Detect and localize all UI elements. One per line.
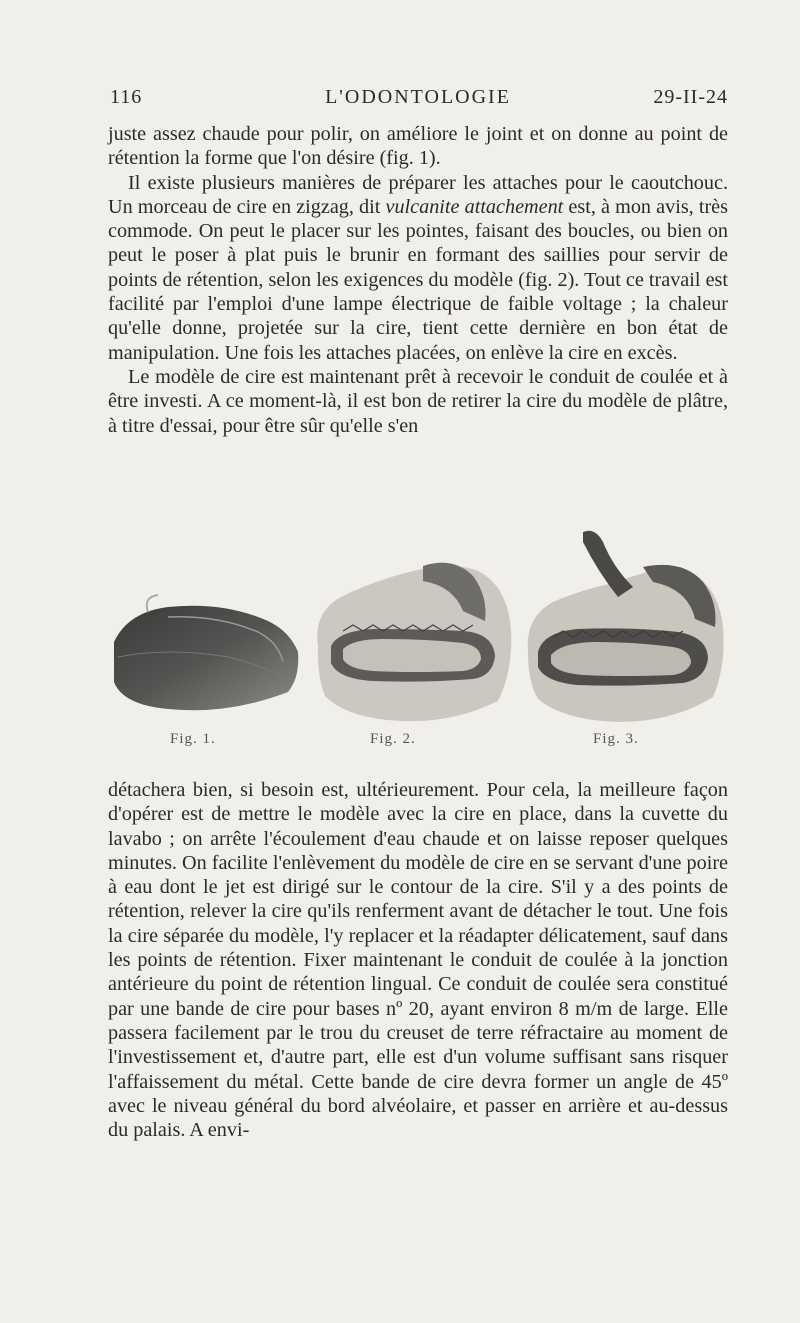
figure-3-illustration [523,527,728,727]
page-number: 116 [110,86,143,108]
paragraph-2-start: Il existe plusieurs manières de préparer les attaches pour le caoutchouc. Un morceau de cire en zigzag, dit [108,171,728,218]
paragraph-2-end: est, à mon avis, très commode. On peut le placer sur les pointes, faisant des boucles, ou bien on peut le poser à plat puis le brunir en formant des saillies pour servir de points de rétention, selon les exigences du modèle (fig. 2). Tout ce travail est facilité par l'emploi d'une lampe électrique de faible voltage ; la chaleur qu'elle donne, projetée sur la cire, tient cette dernière en bon état de manipulation. Une fois les attaches placées, on enlève la cire en excès. [108,195,728,364]
body-text-top [108,122,728,438]
running-header [108,86,728,116]
paragraph-3: Le modèle de cire est maintenant prêt à recevoir le conduit de coulée et à être investi. A ce moment-là, il est bon de retirer la cire du modèle de plâtre, à titre d'essai, pour être sûr qu'elle s'en [108,365,728,437]
journal-title: L'ODONTOLOGIE [325,86,511,108]
paragraph-2-italic-term: vulcanite attachement [385,195,564,218]
paragraph-1: juste assez chaude pour polir, on améliore le joint et on donne au point de rétention la forme que l'on désire (fig. 1). [108,123,728,170]
figure-plate [108,525,733,755]
body-text-bottom [108,778,728,1142]
paragraph-2 [108,171,728,365]
paragraph-4: détachera bien, si besoin est, ultérieurement. Pour cela, la meilleure façon d'opérer est de mettre le modèle avec la cire en place, dans la cuvette du lavabo ; on arrête l'écoulement d'eau chaude et on laisse reposer quelques minutes. On facilite l'enlèvement du modèle de cire en se servant d'une poire à eau dont le jet est dirigé sur le contour de la cire. S'il y a des points de rétention, relever la cire qu'ils renferment avant de détacher le tout. Une fois la cire séparée du modèle, l'y replacer et la réadapter délicatement, sauf dans les points de rétention. Fixer maintenant le conduit de coulée à la jonction antérieure du point de rétention lingual. Ce conduit de coulée sera constitué par une bande de cire pour bases nº 20, ayant environ 8 m/m de large. Elle passera facilement par le trou du creuset de terre réfractaire au moment de l'investissement et, d'autre part, elle est d'un volume suffisant sans risquer l'affaissement du métal. Cette bande de cire devra former un angle de 45º avec le niveau général du bord alvéolaire, et passer en arrière et au-dessus du palais. A envi- [108,779,728,1142]
figure-3-caption: Fig. 3. [593,731,639,747]
figure-2-illustration [313,551,513,729]
figure-1-caption: Fig. 1. [170,731,216,747]
issue-date: 29-II-24 [653,86,728,108]
figure-2-caption: Fig. 2. [370,731,416,747]
figure-1-illustration [108,587,303,722]
